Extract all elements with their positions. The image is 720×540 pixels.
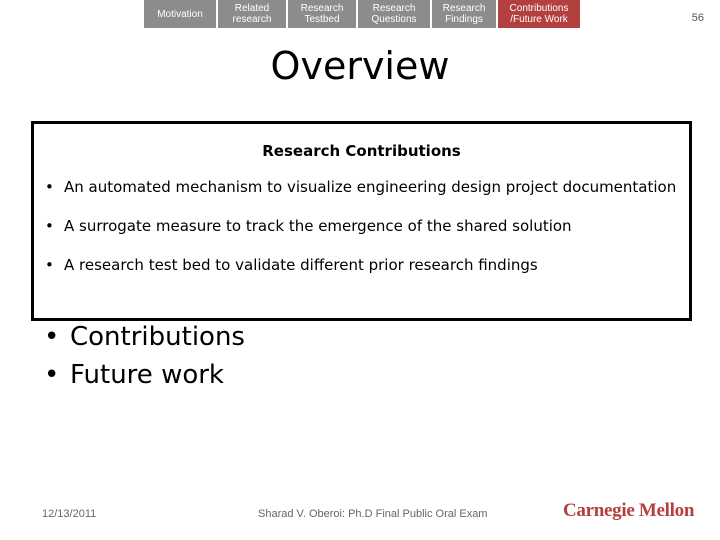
- bullet-icon: •: [45, 217, 54, 235]
- list-item: [40, 256, 677, 275]
- bullet-icon: •: [44, 360, 60, 390]
- nav-tab-contributions[interactable]: [498, 0, 580, 28]
- section-nav: [144, 0, 580, 28]
- list-item-text: An automated mechanism to visualize engineering design project documentation: [64, 178, 677, 196]
- nav-tab-label: Related research: [232, 3, 272, 25]
- nav-tab-research-testbed[interactable]: [288, 0, 356, 28]
- list-item-text: A surrogate measure to track the emergence of the shared solution: [64, 217, 572, 235]
- carnegie-mellon-logo: Carnegie Mellon: [563, 500, 695, 521]
- bullet-icon: •: [45, 256, 54, 274]
- list-item: [44, 318, 245, 356]
- footer-presenter: Sharad V. Oberoi: Ph.D Final Public Oral Exam: [258, 508, 488, 520]
- nav-tab-related-research[interactable]: [218, 0, 286, 28]
- bullet-icon: •: [45, 178, 54, 196]
- list-item: [40, 178, 677, 197]
- slide-title: Overview: [270, 44, 450, 88]
- footer-date: 12/13/2011: [42, 508, 97, 520]
- list-item-text: Future work: [70, 360, 224, 390]
- page-number: 56: [691, 12, 704, 24]
- box-title: Research Contributions: [262, 142, 461, 160]
- nav-tab-label: Research Findings: [442, 3, 486, 25]
- bullet-icon: •: [44, 322, 60, 352]
- list-item: [40, 217, 677, 236]
- list-item-text: Contributions: [70, 322, 245, 352]
- nav-tab-label: Research Testbed: [300, 3, 344, 25]
- main-bullet-list: [44, 318, 245, 394]
- nav-tab-label: Research Questions: [371, 3, 417, 25]
- contributions-list: [40, 178, 677, 295]
- nav-tab-label: Contributions /Future Work: [509, 3, 569, 25]
- contributions-box: [31, 121, 692, 321]
- list-item: [44, 356, 245, 394]
- nav-tab-motivation[interactable]: [144, 0, 216, 28]
- list-item-text: A research test bed to validate different prior research findings: [64, 256, 538, 274]
- nav-tab-label: Motivation: [157, 8, 203, 20]
- nav-tab-research-findings[interactable]: [432, 0, 496, 28]
- nav-tab-research-questions[interactable]: [358, 0, 430, 28]
